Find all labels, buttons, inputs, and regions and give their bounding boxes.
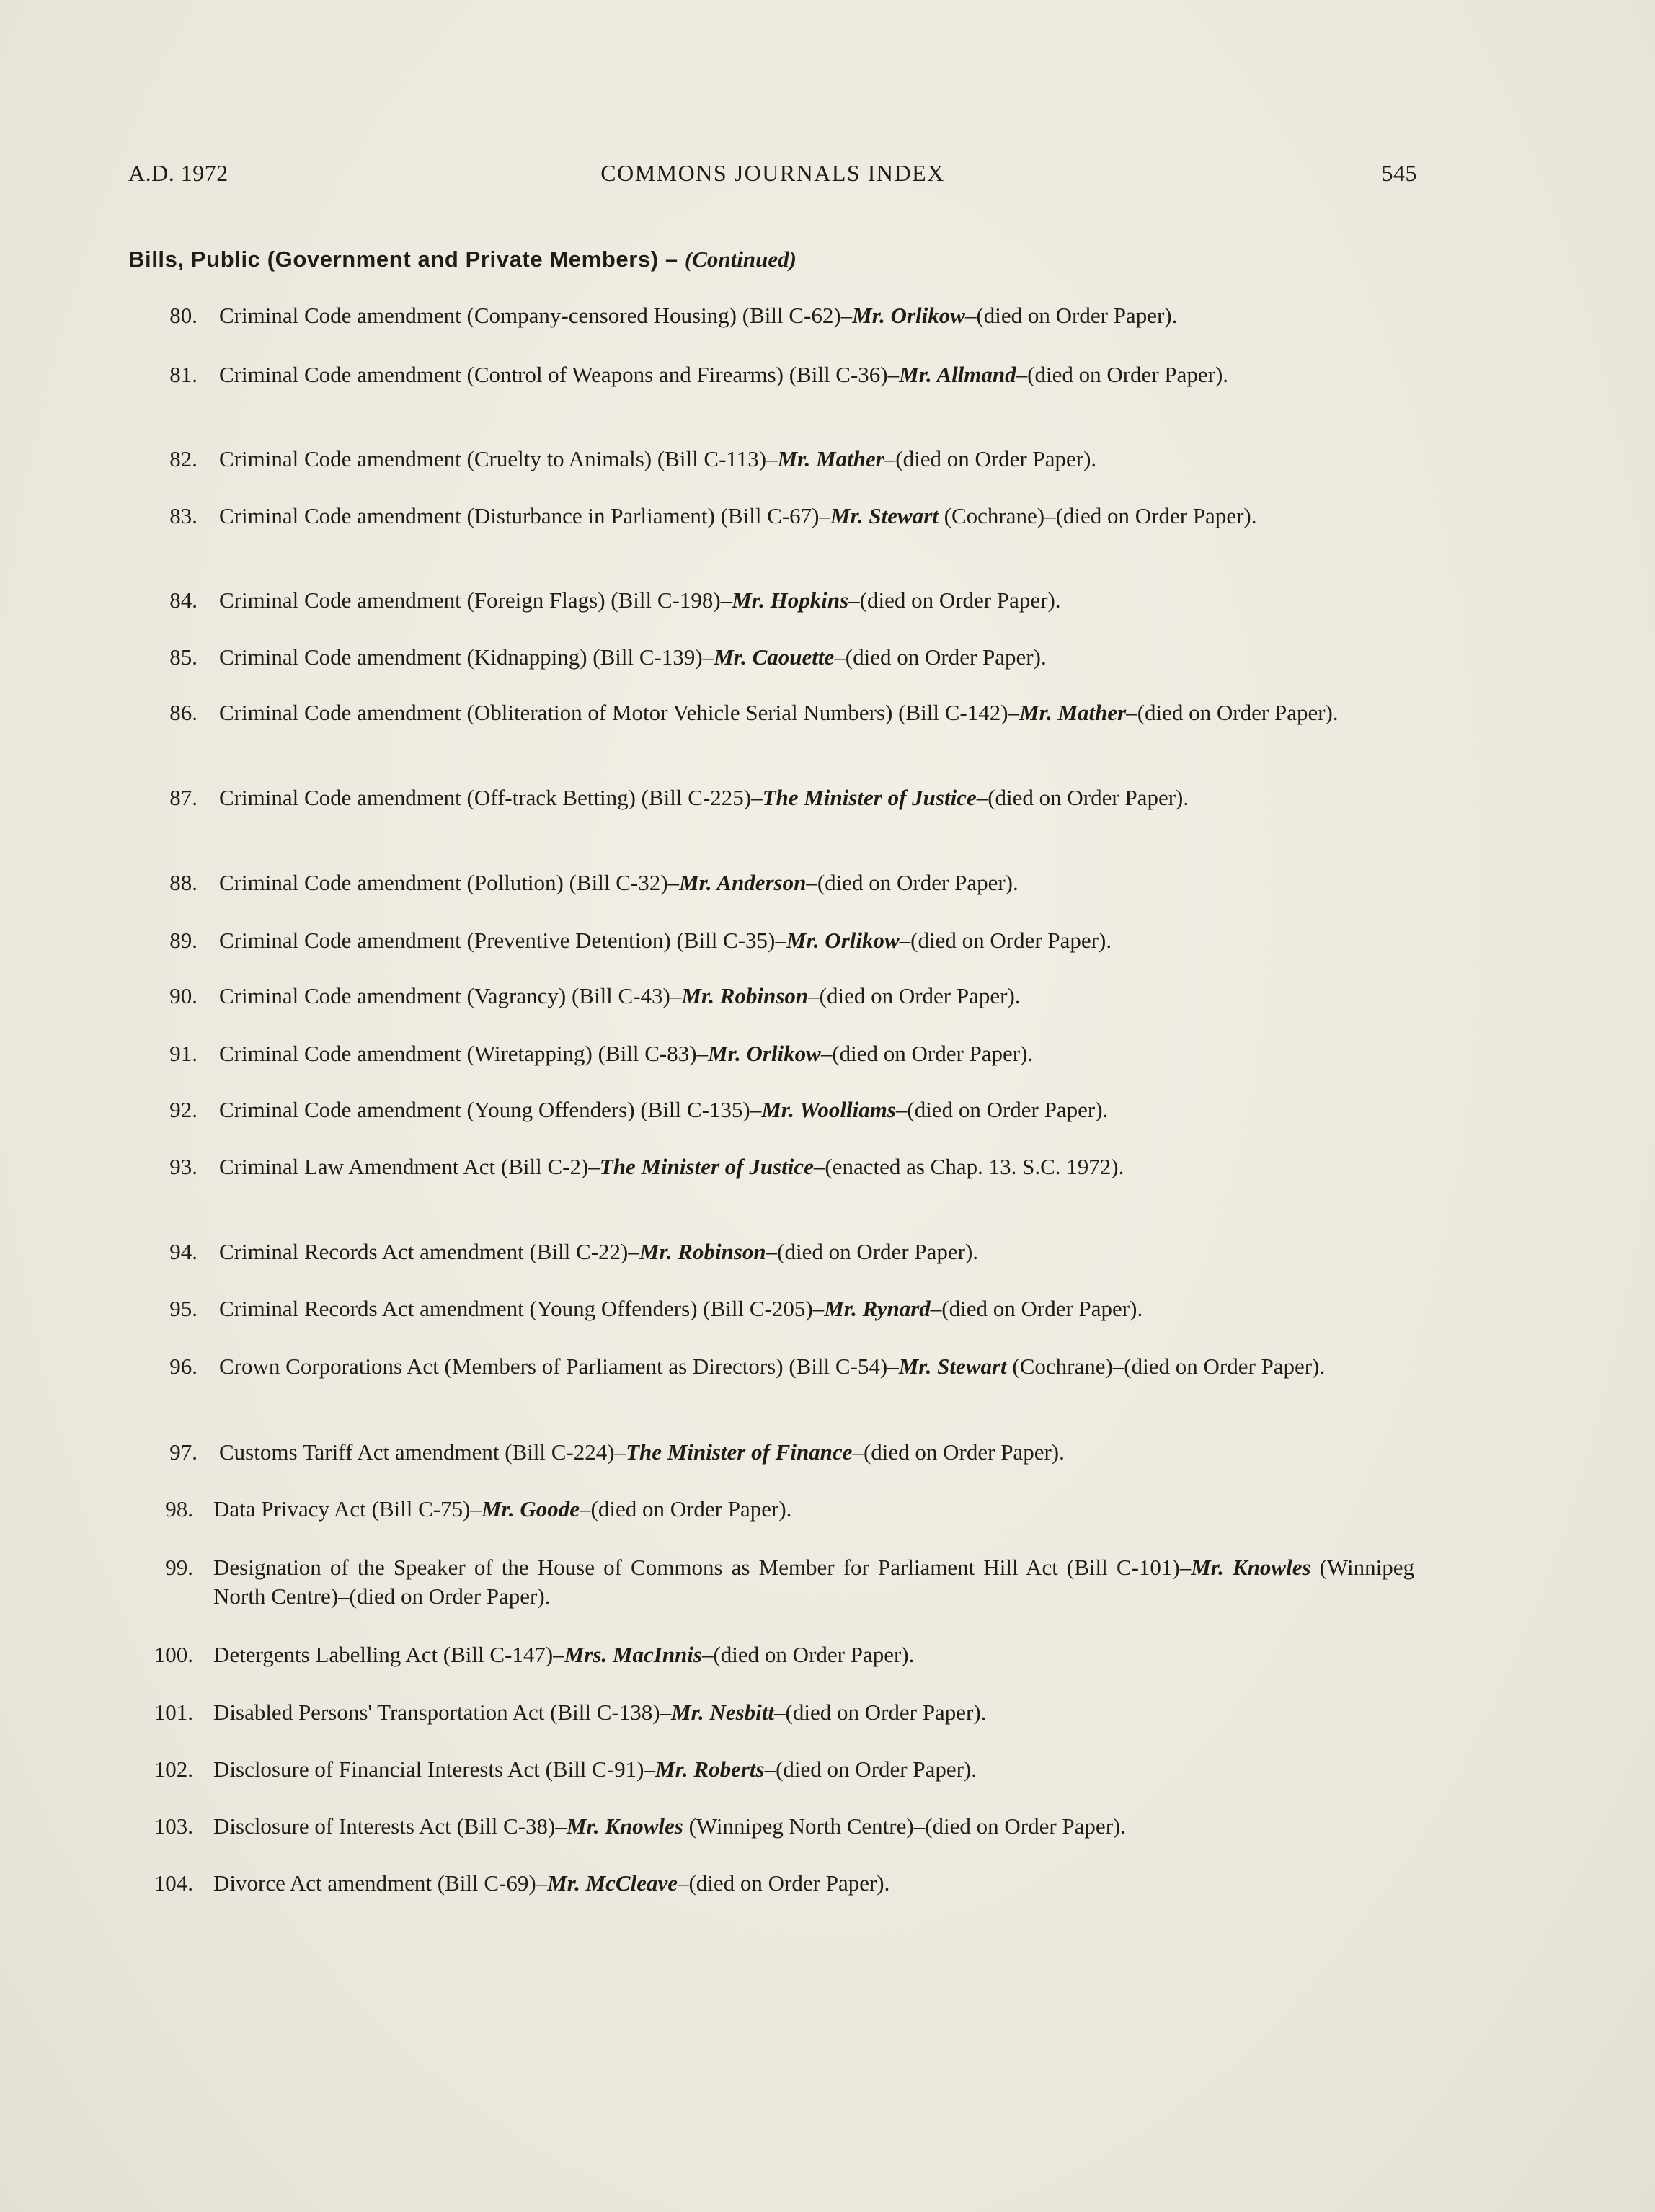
- entry-text: [213, 1812, 1414, 1841]
- entry-status: –(died on Order Paper).: [884, 446, 1097, 471]
- entry-status: –(died on Order Paper).: [766, 1239, 979, 1264]
- entry-member: The Minister of Justice: [762, 785, 977, 810]
- entry-member: Mr. Rynard: [824, 1296, 931, 1321]
- entry-number: 89.: [169, 928, 198, 953]
- entry-number: 103.: [154, 1813, 193, 1839]
- entry-title: Criminal Code amendment (Kidnapping) (Bill C-139)–: [219, 644, 714, 670]
- entry-member: Mr. Stewart: [830, 503, 939, 528]
- entry-number: 97.: [169, 1439, 198, 1465]
- entry-text: [219, 783, 1414, 812]
- header-year: A.D. 1972: [128, 160, 228, 186]
- entry-status: –(died on Order Paper).: [677, 1870, 890, 1896]
- entry-member: Mr. Stewart: [898, 1354, 1007, 1379]
- entry-title: Criminal Code amendment (Young Offenders) (Bill C-135)–: [219, 1097, 762, 1122]
- entry-title: Designation of the Speaker of the House of Commons as Member for Parliament Hill Act (Bill C-101)–: [213, 1555, 1192, 1580]
- entry-number: 92.: [169, 1097, 198, 1122]
- entry-member: Mr. Caouette: [714, 644, 835, 670]
- entry-number: 100.: [154, 1642, 193, 1667]
- entry-text: [219, 1238, 1414, 1266]
- entry-number: 95.: [169, 1296, 198, 1321]
- entry-member: Mr. Robinson: [639, 1239, 766, 1264]
- entry-number: 91.: [169, 1041, 198, 1066]
- entry-status: –(died on Order Paper).: [806, 870, 1019, 895]
- entry-title: Divorce Act amendment (Bill C-69)–: [213, 1870, 548, 1896]
- entry-text: [219, 586, 1414, 615]
- entry-text: [219, 1438, 1414, 1467]
- entry-member: The Minister of Finance: [626, 1439, 853, 1465]
- entry-status: –(died on Order Paper).: [1016, 362, 1229, 387]
- entry-title: Criminal Code amendment (Cruelty to Animals) (Bill C-113)–: [219, 446, 778, 471]
- entry-status: –(died on Order Paper).: [701, 1642, 915, 1667]
- entry-status: –(died on Order Paper).: [580, 1496, 792, 1522]
- entry-title: Criminal Code amendment (Off-track Betting) (Bill C-225)–: [219, 785, 763, 810]
- entry-title: Criminal Code amendment (Foreign Flags) (Bill C-198)–: [219, 587, 732, 613]
- entry-text: [213, 1640, 1414, 1669]
- entry-member: Mr. Robinson: [681, 983, 809, 1008]
- entry-status: –(enacted as Chap. 13. S.C. 1972).: [813, 1154, 1124, 1179]
- entry-status: –(died on Order Paper).: [774, 1700, 987, 1725]
- entry-number: 84.: [169, 587, 198, 613]
- entry-number: 96.: [169, 1354, 198, 1379]
- section-continued: (Continued): [684, 246, 797, 272]
- entry-number: 101.: [154, 1700, 193, 1725]
- entry-number: 80.: [169, 303, 198, 328]
- entry-status: –(died on Order Paper).: [930, 1296, 1143, 1321]
- entry-title: Criminal Code amendment (Vagrancy) (Bill C-43)–: [219, 983, 682, 1008]
- entry-title: Disabled Persons' Transportation Act (Bill C-138)–: [213, 1700, 672, 1725]
- entry-number: 87.: [169, 785, 198, 810]
- entry-title: Criminal Law Amendment Act (Bill C-2)–: [219, 1154, 600, 1179]
- entry-status: –(died on Order Paper).: [1126, 700, 1339, 725]
- entry-number: 86.: [169, 700, 198, 725]
- entry-title: Criminal Records Act amendment (Bill C-22)–: [219, 1239, 639, 1264]
- entry-text: [219, 926, 1414, 955]
- entry-title: Criminal Code amendment (Wiretapping) (Bill C-83)–: [219, 1041, 709, 1066]
- entry-text: [219, 1039, 1414, 1068]
- entry-text: [219, 445, 1414, 474]
- entry-status: –(died on Order Paper).: [820, 1041, 1034, 1066]
- entry-text: [213, 1495, 1414, 1524]
- entry-member: Mrs. MacInnis: [564, 1642, 702, 1667]
- entry-number: 93.: [169, 1154, 198, 1179]
- entry-status: (Cochrane)–(died on Order Paper).: [1006, 1354, 1326, 1379]
- entry-member: Mr. Woolliams: [761, 1097, 896, 1122]
- entry-title: Disclosure of Financial Interests Act (Bill C-91)–: [213, 1756, 655, 1782]
- entry-status: –(died on Order Paper).: [848, 587, 1061, 613]
- entry-text: [213, 1553, 1414, 1611]
- entry-text: [219, 301, 1414, 330]
- entry-number: 90.: [169, 983, 198, 1008]
- entry-member: Mr. Knowles: [566, 1813, 683, 1839]
- entry-text: [219, 360, 1414, 389]
- entry-title: Crown Corporations Act (Members of Parliament as Directors) (Bill C-54)–: [219, 1354, 899, 1379]
- entry-title: Criminal Code amendment (Control of Weapons and Firearms) (Bill C-36)–: [219, 362, 900, 387]
- page-number: 545: [1381, 160, 1417, 186]
- entry-member: Mr. Orlikow: [708, 1041, 821, 1066]
- entry-status: (Winnipeg North Centre)–(died on Order Paper).: [683, 1813, 1127, 1839]
- entry-member: The Minister of Justice: [599, 1154, 814, 1179]
- entry-member: Mr. Mather: [1019, 700, 1127, 725]
- header-title: COMMONS JOURNALS INDEX: [600, 160, 945, 186]
- entry-status: –(died on Order Paper).: [834, 644, 1047, 670]
- entry-member: Mr. Hopkins: [732, 587, 849, 613]
- entry-member: Mr. McCleave: [547, 1870, 678, 1896]
- entry-number: 102.: [154, 1756, 193, 1782]
- entry-number: 88.: [169, 870, 198, 895]
- entry-title: Detergents Labelling Act (Bill C-147)–: [213, 1642, 564, 1667]
- entry-status: –(died on Order Paper).: [964, 303, 1178, 328]
- entry-text: [219, 1294, 1414, 1323]
- entry-text: [213, 1869, 1414, 1898]
- entry-text: [219, 502, 1414, 530]
- entry-title: Criminal Code amendment (Pollution) (Bill C-32)–: [219, 870, 680, 895]
- entry-title: Criminal Code amendment (Preventive Detention) (Bill C-35)–: [219, 928, 786, 953]
- entry-member: Mr. Roberts: [655, 1756, 765, 1782]
- entry-member: Mr. Allmand: [899, 362, 1016, 387]
- entry-status: –(died on Order Paper).: [976, 785, 1189, 810]
- entry-number: 94.: [169, 1239, 198, 1264]
- entry-status: –(died on Order Paper).: [808, 983, 1021, 1008]
- entry-status: (Cochrane)–(died on Order Paper).: [938, 503, 1257, 528]
- entry-title: Criminal Code amendment (Company-censored Housing) (Bill C-62)–: [219, 303, 853, 328]
- entry-title: Disclosure of Interests Act (Bill C-38)–: [213, 1813, 567, 1839]
- entry-member: Mr. Knowles: [1191, 1555, 1311, 1580]
- section-title: Bills, Public (Government and Private Members) –: [128, 246, 678, 272]
- entry-status: –(died on Order Paper).: [899, 928, 1112, 953]
- entry-title: Data Privacy Act (Bill C-75)–: [213, 1496, 482, 1522]
- entry-text: [219, 982, 1414, 1010]
- entry-title: Criminal Code amendment (Disturbance in Parliament) (Bill C-67)–: [219, 503, 831, 528]
- entry-status: (Winnipeg North Centre)–(died on Order Paper).: [213, 1555, 1414, 1609]
- entry-member: Mr. Goode: [481, 1496, 580, 1522]
- entry-number: 99.: [165, 1555, 193, 1580]
- entry-text: [213, 1698, 1414, 1727]
- entry-number: 83.: [169, 503, 198, 528]
- entry-text: [219, 1096, 1414, 1124]
- entry-member: Mr. Orlikow: [786, 928, 900, 953]
- entry-text: [219, 643, 1414, 672]
- entry-number: 82.: [169, 446, 198, 471]
- entry-number: 98.: [165, 1496, 193, 1522]
- entry-number: 85.: [169, 644, 198, 670]
- entry-text: [219, 869, 1414, 897]
- entry-member: Mr. Anderson: [679, 870, 807, 895]
- entry-status: –(died on Order Paper).: [852, 1439, 1065, 1465]
- entry-member: Mr. Orlikow: [852, 303, 965, 328]
- entry-text: [219, 1352, 1414, 1381]
- entry-title: Customs Tariff Act amendment (Bill C-224)–: [219, 1439, 626, 1465]
- entry-title: Criminal Code amendment (Obliteration of Motor Vehicle Serial Numbers) (Bill C-142)–: [219, 700, 1020, 725]
- entry-number: 104.: [154, 1870, 193, 1896]
- entry-number: 81.: [169, 362, 198, 387]
- entry-title: Criminal Records Act amendment (Young Offenders) (Bill C-205)–: [219, 1296, 825, 1321]
- entry-status: –(died on Order Paper).: [895, 1097, 1109, 1122]
- entry-text: [219, 1152, 1414, 1181]
- entry-member: Mr. Nesbitt: [671, 1700, 775, 1725]
- entry-text: [213, 1755, 1414, 1784]
- entry-text: [219, 698, 1414, 727]
- entry-status: –(died on Order Paper).: [764, 1756, 977, 1782]
- entry-member: Mr. Mather: [777, 446, 884, 471]
